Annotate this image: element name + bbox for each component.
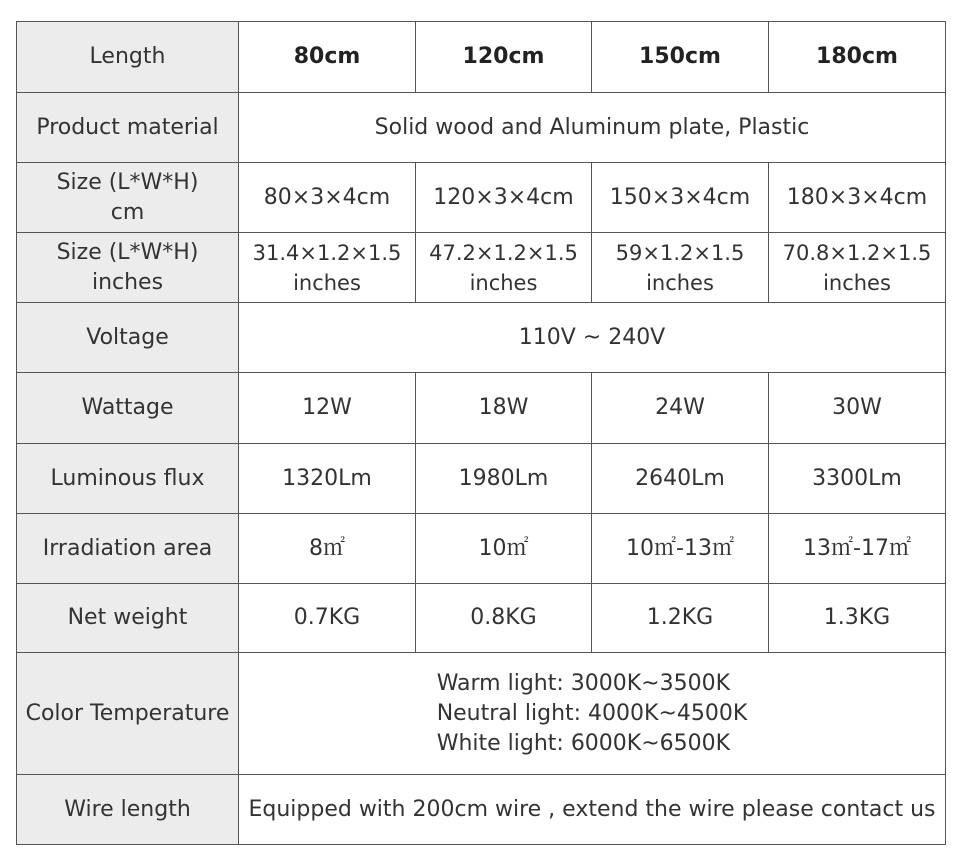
color-temperature-value — [239, 653, 946, 775]
size-inches-dims: 47.2×1.2×1.5 — [429, 240, 578, 265]
size-inches-dims: 70.8×1.2×1.5 — [782, 240, 932, 265]
material-value: Solid wood and Aluminum plate, Plastic — [239, 93, 946, 163]
flux-value: 3300Lm — [769, 444, 946, 514]
wattage-value: 24W — [592, 373, 769, 444]
flux-value: 1980Lm — [416, 444, 592, 514]
area-value: 8㎡ — [239, 514, 416, 584]
voltage-value: 110V ~ 240V — [239, 303, 946, 373]
area-value: 13㎡-17㎡ — [769, 514, 946, 584]
size-inches-unit: inches — [293, 270, 361, 295]
row-weight — [17, 584, 946, 653]
label-size-inches-line1: Size (L*W*H) — [56, 239, 199, 265]
label-color-temperature: Color Temperature — [17, 653, 239, 775]
row-wattage — [17, 373, 946, 444]
label-flux: Luminous flux — [17, 444, 239, 514]
row-flux — [17, 444, 946, 514]
size-cm-value: 150×3×4cm — [592, 163, 769, 233]
label-size-cm — [17, 163, 239, 233]
size-inches-dims: 59×1.2×1.5 — [615, 240, 745, 265]
size-inches-value — [769, 233, 946, 303]
label-wire-length: Wire length — [17, 775, 239, 845]
size-inches-unit: inches — [469, 270, 538, 295]
size-inches-unit: inches — [823, 270, 891, 295]
label-size-inches-line2: inches — [91, 269, 164, 295]
length-value: 120cm — [416, 22, 592, 93]
flux-value: 2640Lm — [592, 444, 769, 514]
weight-value: 0.8KG — [416, 584, 592, 653]
length-value: 150cm — [592, 22, 769, 93]
label-size-cm-line1: Size (L*W*H) — [56, 169, 199, 195]
size-cm-value: 180×3×4cm — [769, 163, 946, 233]
label-material: Product material — [17, 93, 239, 163]
size-cm-value: 80×3×4cm — [239, 163, 416, 233]
size-cm-value: 120×3×4cm — [416, 163, 592, 233]
wattage-value: 18W — [416, 373, 592, 444]
color-temperature-list — [437, 669, 748, 759]
wattage-value: 30W — [769, 373, 946, 444]
flux-value: 1320Lm — [239, 444, 416, 514]
size-inches-unit: inches — [646, 270, 714, 295]
row-length — [17, 22, 946, 93]
label-voltage: Voltage — [17, 303, 239, 373]
row-voltage — [17, 303, 946, 373]
spec-table — [16, 21, 946, 845]
length-value: 80cm — [239, 22, 416, 93]
weight-value: 0.7KG — [239, 584, 416, 653]
wire-length-value: Equipped with 200cm wire , extend the wire please contact us — [239, 775, 946, 845]
area-value: 10㎡-13㎡ — [592, 514, 769, 584]
area-value: 10㎡ — [416, 514, 592, 584]
label-length: Length — [17, 22, 239, 93]
size-inches-value — [239, 233, 416, 303]
row-area — [17, 514, 946, 584]
color-temp-neutral: Neutral light: 4000K~4500K — [436, 700, 748, 726]
wattage-value: 12W — [239, 373, 416, 444]
length-value: 180cm — [769, 22, 946, 93]
size-inches-dims: 31.4×1.2×1.5 — [252, 240, 402, 265]
label-size-inches — [17, 233, 239, 303]
row-wire-length — [17, 775, 946, 845]
row-color-temperature — [17, 653, 946, 775]
weight-value: 1.2KG — [592, 584, 769, 653]
label-area: Irradiation area — [17, 514, 239, 584]
row-size-inches — [17, 233, 946, 303]
row-size-cm — [17, 163, 946, 233]
size-inches-value — [592, 233, 769, 303]
weight-value: 1.3KG — [769, 584, 946, 653]
row-material — [17, 93, 946, 163]
label-weight: Net weight — [17, 584, 239, 653]
size-inches-value — [416, 233, 592, 303]
color-temp-warm: Warm light: 3000K~3500K — [436, 670, 731, 696]
color-temp-white: White light: 6000K~6500K — [436, 730, 731, 756]
label-wattage: Wattage — [17, 373, 239, 444]
label-size-cm-line2: cm — [110, 199, 145, 225]
